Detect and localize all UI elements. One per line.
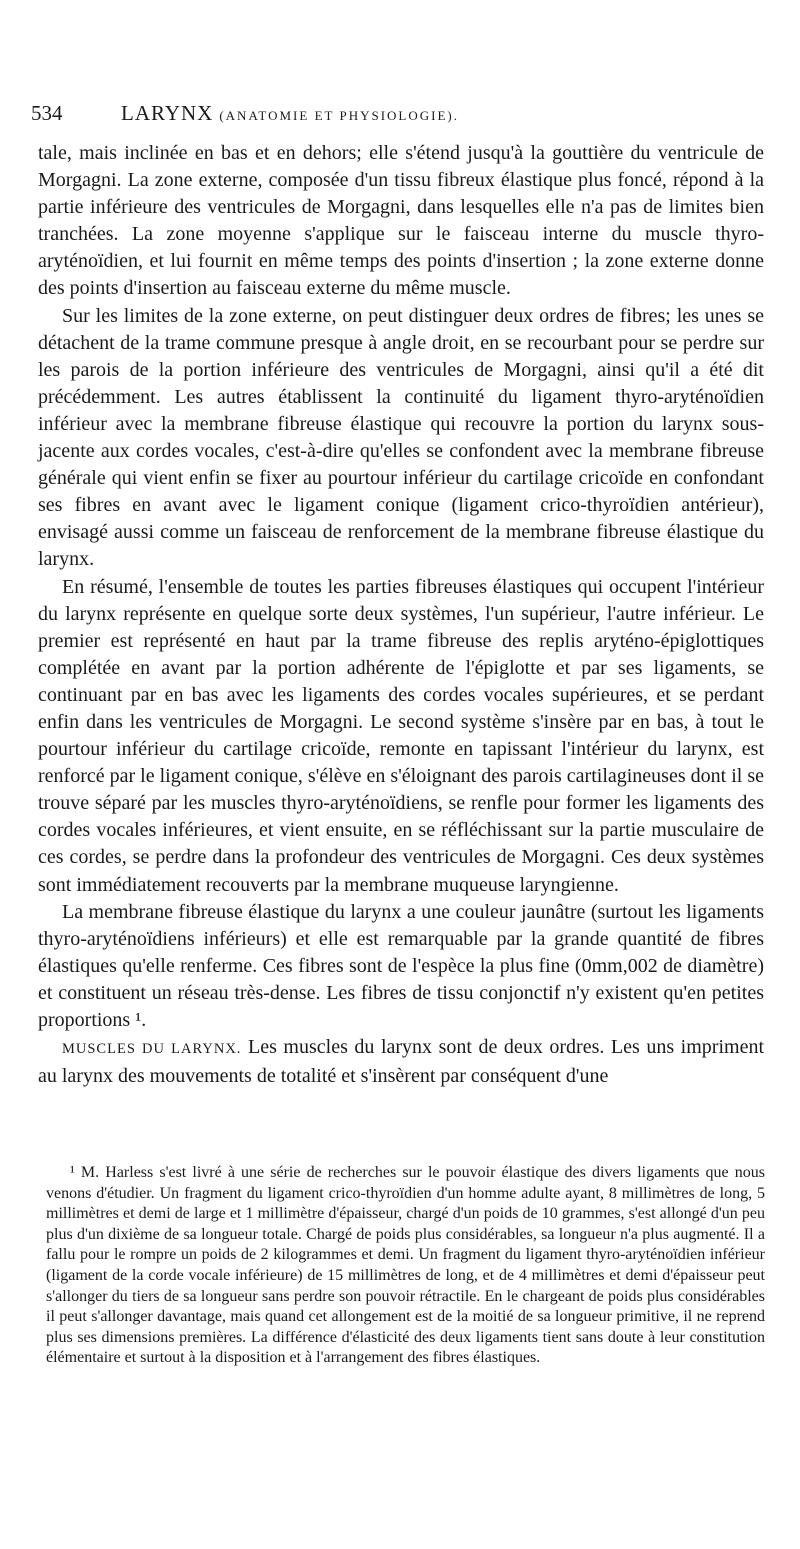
footnote [46,1163,765,1369]
paragraph-1: tale, mais inclinée en bas et en dehors; elle s'étend jusqu'à la gouttière du ventricule de Morgagni. La zone externe, composée d'un tissu fibreux élastique plus foncé, répond à la partie inférieure des ventricules de Morgagni, dans lesquelles elle n'a pas de limites bien tranchées. La zone moyenne s'applique sur le faisceau interne du muscle thyro-aryténoïdien, et lui fournit en même temps des points d'insertion ; la zone externe donne des points d'insertion au faisceau externe du même muscle. [38,142,764,300]
paragraph-4: La membrane fibreuse élastique du larynx a une couleur jaunâtre (surtout les ligaments thyro-aryténoïdiens inférieurs) et elle est remarquable par la grande quantité de fibres élastiques qu'elle renferme. Ces fibres sont de l'espèce la plus fine (0mm,002 de diamètre) et constituent un réseau très-dense. Les fibres de tissu conjonctif n'y existent qu'en petites proportions ¹. [38,900,764,1031]
section-heading-muscles: MUSCLES DU LARYNX. [62,1041,242,1058]
page-number: 534 [31,101,63,125]
running-header [31,98,771,128]
footnote-paragraph: ¹ M. Harless s'est livré à une série de recherches sur le pouvoir élastique des divers ligaments que nous venons d'étudier. Un fragment du ligament crico-thyroïdien d'un homme adulte ayant, 8 millimètres de long, 5 millimètres et demi de large et 1 millimètre d'épaisseur, chargé d'un poids de 10 grammes, s'est allongé d'un peu plus d'un dixième de sa longueur totale. Chargé de poids plus considérables, sa longueur n'a plus augmenté. Il a fallu pour le rompre un poids de 2 kilogrammes et demi. Un fragment du ligament thyro-aryténoïdien inférieur (ligament de la corde vocale inférieure) de 15 millimètres de long, et de 4 millimètres et demi d'épaisseur peut s'allonger du tiers de sa longueur sans perdre son pouvoir rétractile. En le chargeant de poids plus considérables il peut s'allonger davantage, mais quand cet allongement est de la moitié de sa longueur primitive, il ne reprend plus ses dimensions premières. La différence d'élasticité des deux ligaments tient sans doute à leur constitution élémentaire et surtout à la disposition et à l'arrangement des fibres élastiques. [46,1164,765,1367]
main-text [38,140,764,1090]
header-title: LARYNX [121,101,214,125]
header-subtitle: (ANATOMIE ET PHYSIOLOGIE). [219,108,459,123]
paragraph-muscles [38,1034,764,1090]
muscles-text: Les muscles du larynx sont de deux ordres. Les uns impriment au larynx des mouvements de totalité et s'insèrent par conséquent d'une [38,1036,764,1088]
paragraph-3: En résumé, l'ensemble de toutes les parties fibreuses élastiques qui occupent l'intérieur du larynx représente en quelque sorte deux systèmes, l'un supérieur, l'autre inférieur. Le premier est représenté en haut par la trame fibreuse des replis aryténo-épiglottiques complétée en avant par la portion adhérente de l'épiglotte et par ses ligaments, se continuant par en bas avec les ligaments des cordes vocales supérieures, et se perdant enfin dans les ventricules de Morgagni. Le second système s'insère par en bas, à tout le pourtour inférieur du cartilage cricoïde, remonte en tapissant l'intérieur du larynx, est renforcé par le ligament conique, s'élève en s'éloignant des parois cartilagineuses dont il se trouve séparé par les muscles thyro-aryténoïdiens, se renfle pour former les ligaments des cordes vocales inférieures, et vient ensuite, en se réfléchissant sur la partie musculaire de ces cordes, se perdre dans la profondeur des ventricules de Morgagni. Ces deux systèmes sont immédiatement recouverts par la membrane muqueuse laryngienne. [38,575,764,896]
paragraph-2: Sur les limites de la zone externe, on peut distinguer deux ordres de fibres; les unes se détachent de la trame commune presque à angle droit, en se recourbant pour se perdre sur les parois de la portion inférieure des ventricules de Morgagni, ainsi qu'il a été dit précédemment. Les autres établissent la continuité du ligament thyro-aryténoïdien inférieur avec la membrane fibreuse élastique qui recouvre la portion du larynx sous-jacente aux cordes vocales, c'est-à-dire qu'elles se confondent avec la membrane fibreuse générale qui vient enfin se fixer au pourtour inférieur du cartilage cricoïde en confondant ses fibres en avant avec le ligament conique (ligament crico-thyroïdien antérieur), envisagé aussi comme un faisceau de renforcement de la membrane fibreuse élastique du larynx. [38,304,764,571]
